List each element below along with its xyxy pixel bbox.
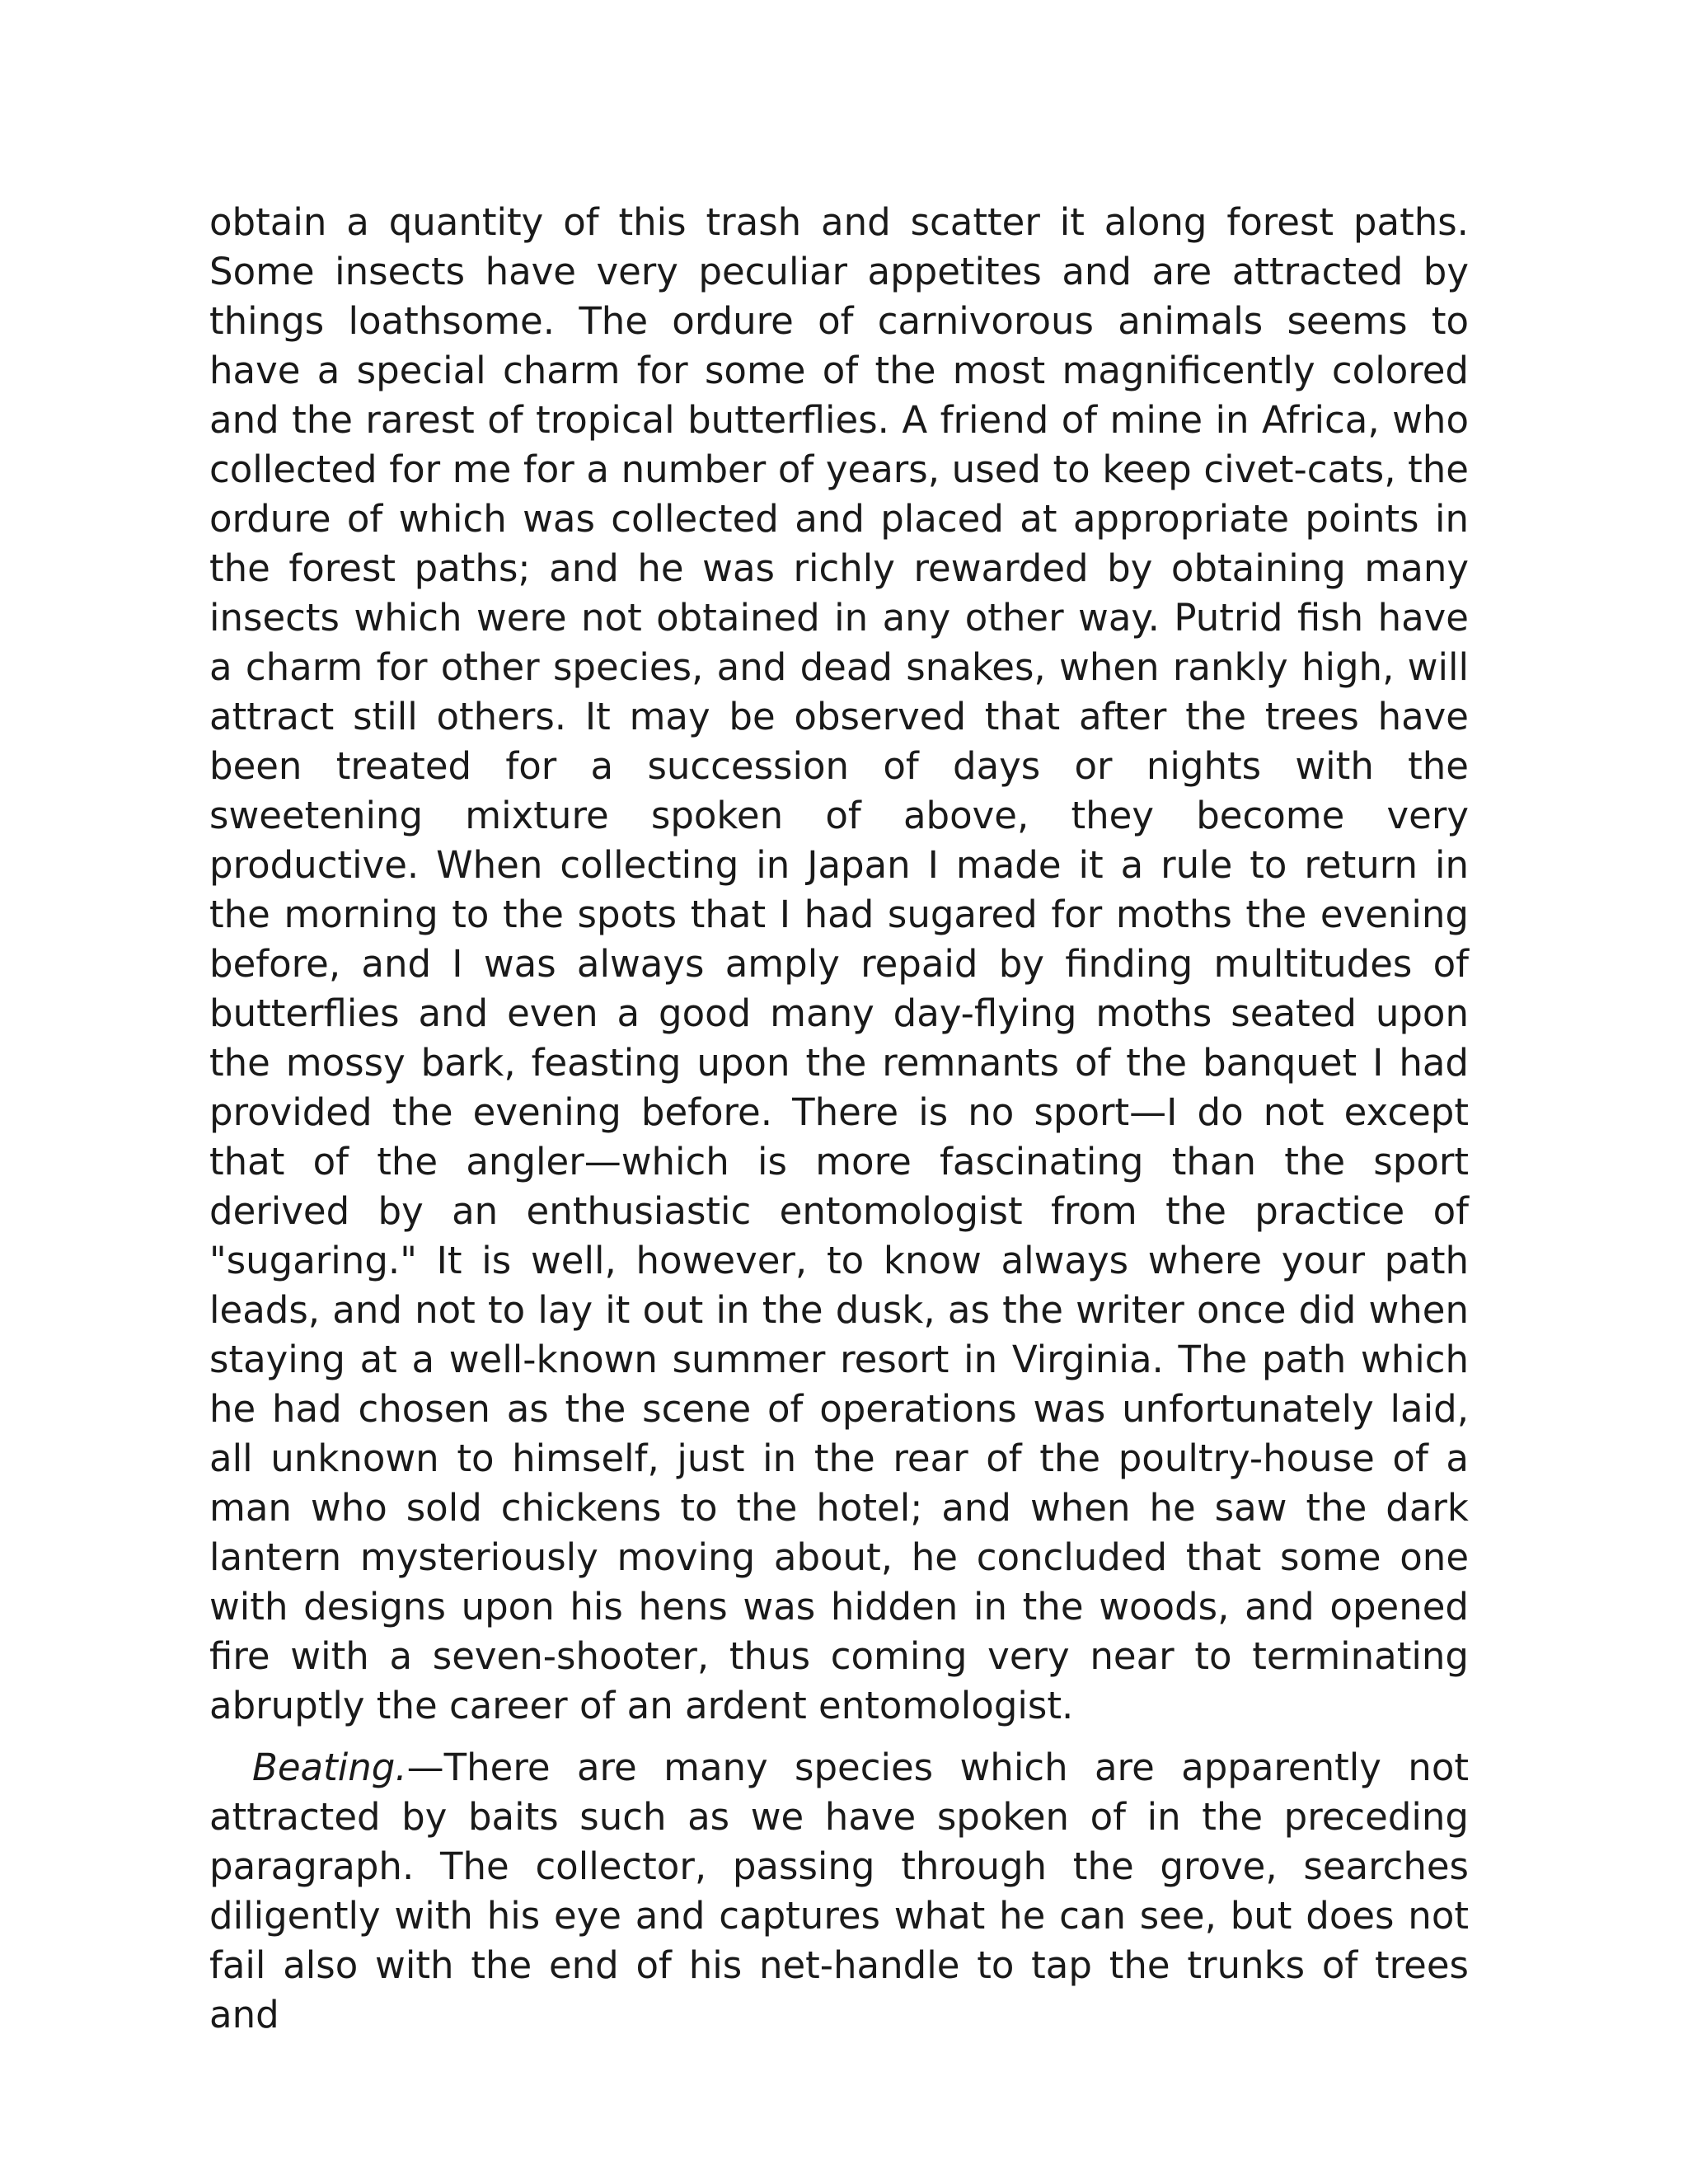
paragraph-beating [209, 1743, 1469, 2040]
paragraph-beating-body: —There are many species which are apparently not attracted by baits such as we have spoken of in the preceding paragraph. The collector, passing through the grove, searches diligently with his eye and captures what he can see, but does not fail also with the end of his net-handle to tap the trunks of trees and [209, 1746, 1469, 2036]
book-page [209, 198, 1469, 2040]
paragraph-sugaring: obtain a quantity of this trash and scatter it along forest paths. Some insects have very peculiar appetites and are attracted by things loathsome. The ordure of carnivorous animals seems to have a special charm for some of the most magnificently colored and the rarest of tropical butterflies. A friend of mine in Africa, who collected for me for a number of years, used to keep civet-cats, the ordure of which was collected and placed at appropriate points in the forest paths; and he was richly rewarded by obtaining many insects which were not obtained in any other way. Putrid fish have a charm for other species, and dead snakes, when rankly high, will attract still others. It may be observed that after the trees have been treated for a succession of days or nights with the sweetening mixture spoken of above, they become very productive. When collecting in Japan I made it a rule to return in the morning to the spots that I had sugared for moths the evening before, and I was always amply repaid by finding multitudes of butterflies and even a good many day-flying moths seated upon the mossy bark, feasting upon the remnants of the banquet I had provided the evening before. There is no sport—I do not except that of the angler—which is more fascinating than the sport derived by an enthusiastic entomologist from the practice of "sugaring." It is well, however, to know always where your path leads, and not to lay it out in the dusk, as the writer once did when staying at a well-known summer resort in Virginia. The path which he had chosen as the scene of operations was unfortunately laid, all unknown to himself, just in the rear of the poultry-house of a man who sold chickens to the hotel; and when he saw the dark lantern mysteriously moving about, he concluded that some one with designs upon his hens was hidden in the woods, and opened fire with a seven-shooter, thus coming very near to terminating abruptly the career of an ardent entomologist. [209, 200, 1469, 1727]
section-run-in-title: Beating. [252, 1746, 407, 1789]
